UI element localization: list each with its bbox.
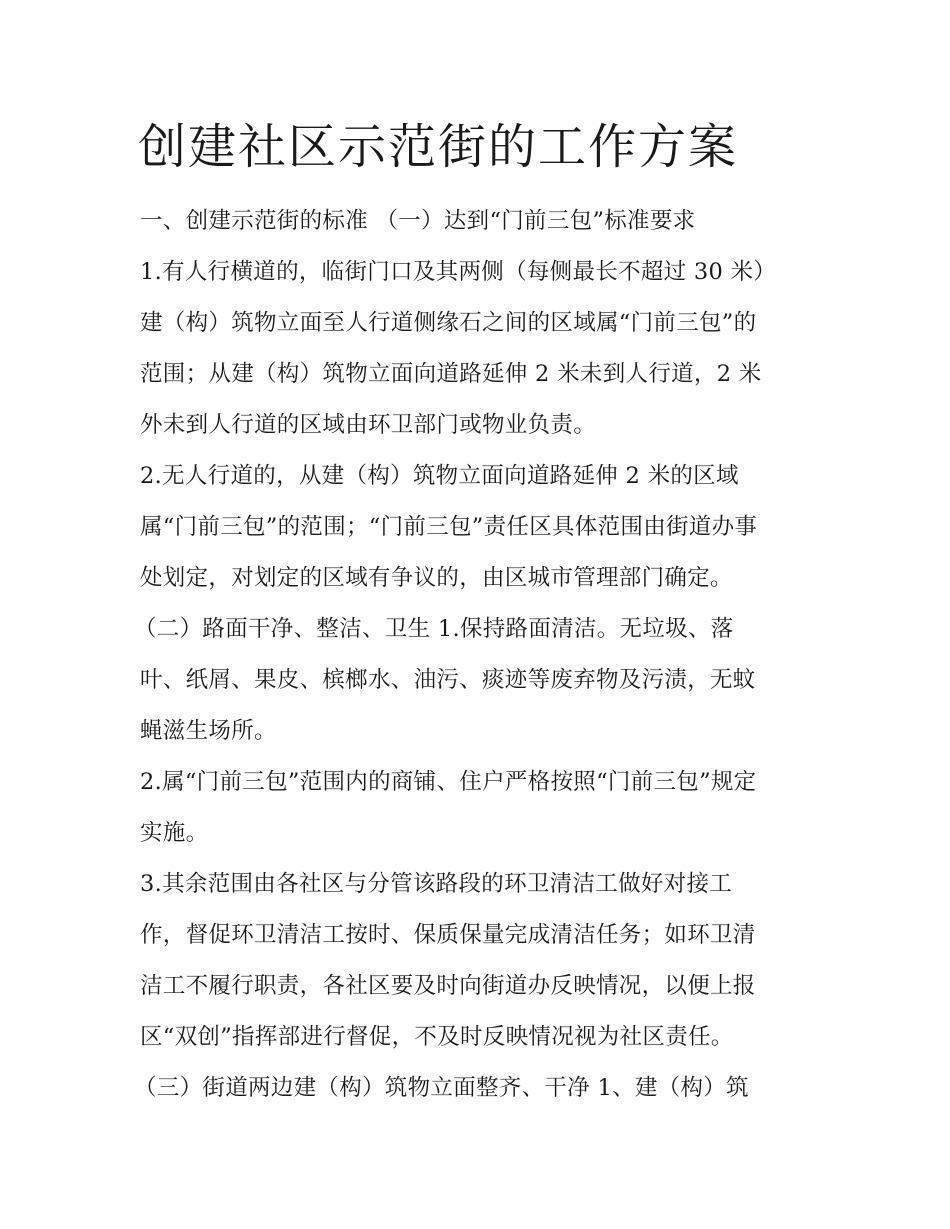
- body-line: 2.属“门前三包”范围内的商铺、住户严格按照“门前三包”规定: [140, 769, 757, 795]
- body-line: 属“门前三包”的范围；“门前三包”责任区具体范围由街道办事: [140, 514, 758, 540]
- document-body: [134, 196, 830, 1114]
- body-line: 一、创建示范街的标准 （一）达到“门前三包”标准要求: [140, 208, 696, 234]
- body-line: 建（构）筑物立面至人行道侧缘石之间的区域属“门前三包”的: [140, 310, 757, 336]
- body-line: 2.无人行道的，从建（构）筑物立面向道路延伸 2 米的区域: [140, 463, 739, 489]
- document-title: 创建社区示范街的工作方案: [138, 119, 739, 175]
- body-line: 洁工不履行职责，各社区要及时向街道办反映情况，以便上报: [140, 973, 756, 999]
- body-line: 叶、纸屑、果皮、槟榔水、油污、痰迹等废弃物及污渍，无蚊: [140, 667, 756, 693]
- body-line: 作，督促环卫清洁工按时、保质保量完成清洁任务；如环卫清: [140, 922, 756, 948]
- body-line: 3.其余范围由各社区与分管该路段的环卫清洁工做好对接工: [140, 871, 733, 897]
- body-line: 处划定，对划定的区域有争议的，由区城市管理部门确定。: [140, 565, 733, 591]
- body-line: （三）街道两边建（构）筑物立面整齐、干净 1、建（构）筑: [134, 1075, 749, 1101]
- body-line: 1.有人行横道的，临街门口及其两侧（每侧最长不超过 30 米）: [140, 259, 777, 285]
- body-line: 区“双创”指挥部进行督促，不及时反映情况视为社区责任。: [140, 1024, 734, 1050]
- body-line: 范围；从建（构）筑物立面向道路延伸 2 米未到人行道，2 米: [140, 361, 762, 387]
- body-line: 蝇滋生场所。: [140, 718, 277, 744]
- body-line: 实施。: [140, 820, 209, 846]
- body-line: 外未到人行道的区域由环卫部门或物业负责。: [140, 412, 597, 438]
- body-line: （二）路面干净、整洁、卫生 1.保持路面清洁。无垃圾、落: [134, 616, 734, 642]
